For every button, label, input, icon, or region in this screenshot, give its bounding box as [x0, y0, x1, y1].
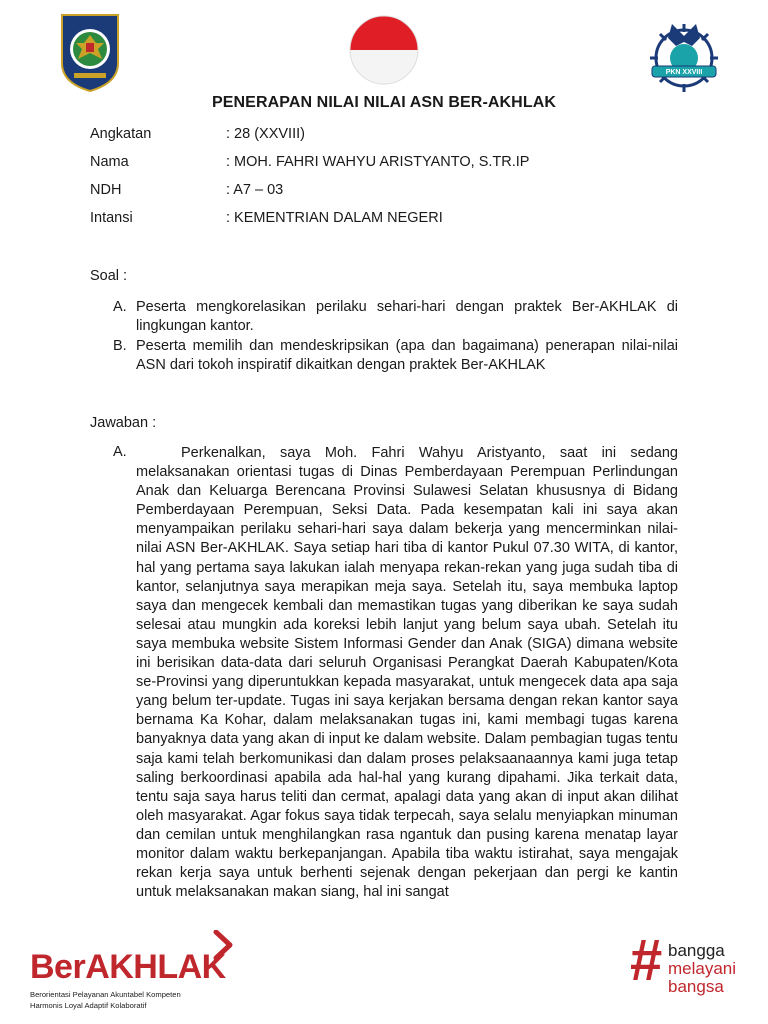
soal-item-b [113, 337, 678, 375]
soal-marker: B. [113, 338, 127, 354]
jawaban-marker: A. [113, 444, 127, 460]
identity-value: : KEMENTRIAN DALAM NEGERI [226, 210, 443, 226]
page-title: PENERAPAN NILAI NILAI ASN BER-AKHLAK [211, 94, 557, 111]
kemendagri-emblem-icon [60, 13, 120, 93]
soal-text: Peserta memilih dan mendeskripsikan (apa dan bagaimana) penerapan nilai-nilai ASN dari tokoh inspiratif dikaitkan dengan praktek Ber-AKHLAK [136, 338, 678, 373]
identity-label: Intansi [90, 210, 133, 226]
indonesian-flag-icon [348, 14, 420, 86]
identity-label: Angkatan [90, 126, 152, 142]
berakhlak-logo [28, 930, 248, 1010]
identity-value: : 28 (XXVIII) [226, 126, 305, 142]
soal-marker: A. [113, 299, 127, 315]
slogan-word: melayani [668, 959, 737, 978]
identity-value: : MOH. FAHRI WAHYU ARISTYANTO, S.TR.IP [226, 154, 530, 170]
bangga-melayani-bangsa-logo [630, 928, 740, 1006]
brand-name: BerAKHLAK [30, 948, 226, 986]
identity-label: Nama [90, 154, 129, 170]
brand-tagline-line1: Berorientasi Pelayanan Akuntabel Kompeten [30, 990, 181, 999]
slogan-word: bangga [668, 941, 725, 960]
pkn-eagle-emblem-icon [644, 14, 724, 94]
brand-tagline-line2: Harmonis Loyal Adaptif Kolaboratif [30, 1001, 147, 1010]
jawaban-heading: Jawaban : [90, 415, 157, 431]
jawaban-paragraph: Perkenalkan, saya Moh. Fahri Wahyu Aristyanto, saat ini sedang melaksanakan orientasi tugas di Dinas Pemberdayaan Perempuan Perlindungan Anak dan Keluarga Berencana Provinsi Sulawesi Selatan khususnya di Bidang Pemberdayaan Perempuan, Seksi Data. Pada kesempatan kali ini saya akan menyampaikan perilaku sehari-hari saya dalam bekerja yang mencerminkan nilai-nilai ASN Ber-AKHLAK. Saya setiap hari tiba di kantor Pukul 07.30 WITA, di kantor, hal yang pertama saya lakukan ialah menyapa rekan-rekan yang juga sudah tiba di kantor, selanjutnya saya merapikan meja saya. Setelah itu, saya membuka laptop saya dan mengecek kembali dan memastikan tugas yang diberikan ke saya sudah selesai atau mungkin ada koreksi lebih lanjut yang belum saya ubah. Setelah itu saya membuka website Sistem Informasi Gender dan Anak (SIGA) dimana website ini berisikan data-data dari seluruh Organisasi Perangkat Daerah Kabupaten/Kota se-Provinsi yang diperuntukkan kepada masyarakat, untuk mengecek data apa saja yang belum ter-update. Tugas ini saya kerjakan bersama dengan rekan kantor saya bernama Ka Kohar, dalam melaksanakan tugas ini, kami membagi tugas karena banyaknya data yang akan di input ke dalam website. Dalam pembagian tugas tentu saja kami telah berkomunikasi dan dalam proses pelaksaanaannya kami juga tetap saling berkoordinasi apabila ada hal-hal yang kurang dipahami. Jika terkait data, tentu saja saya harus teliti dan cermat, apalagi data yang akan di input akan dilihat oleh masyarakat. Agar fokus saya tidak terpecah, saya selalu menyiapkan minuman dan cemilan untuk menghilangkan rasa ngantuk dan pusing karena menatap layar monitor dalam waktu berkepanjangan. Apabila tiba waktu istirahat, saya mengajak rekan kerja saya untuk berhenti sejenak dengan pekerjaan dan pergi ke kantin untuk melaksanakan makan siang, hal ini sangat [136, 445, 678, 901]
identity-label: NDH [90, 182, 122, 198]
soal-heading: Soal : [90, 268, 128, 284]
hashtag-icon: # [630, 928, 663, 993]
identity-value: : A7 – 03 [226, 182, 284, 198]
emblem-text: PKN XXVIII [665, 69, 703, 76]
soal-text: Peserta mengkorelasikan perilaku sehari-hari dengan praktek Ber-AKHLAK di lingkungan kantor. [136, 299, 678, 334]
slogan-word: bangsa [668, 977, 724, 996]
soal-item-a [113, 298, 678, 336]
